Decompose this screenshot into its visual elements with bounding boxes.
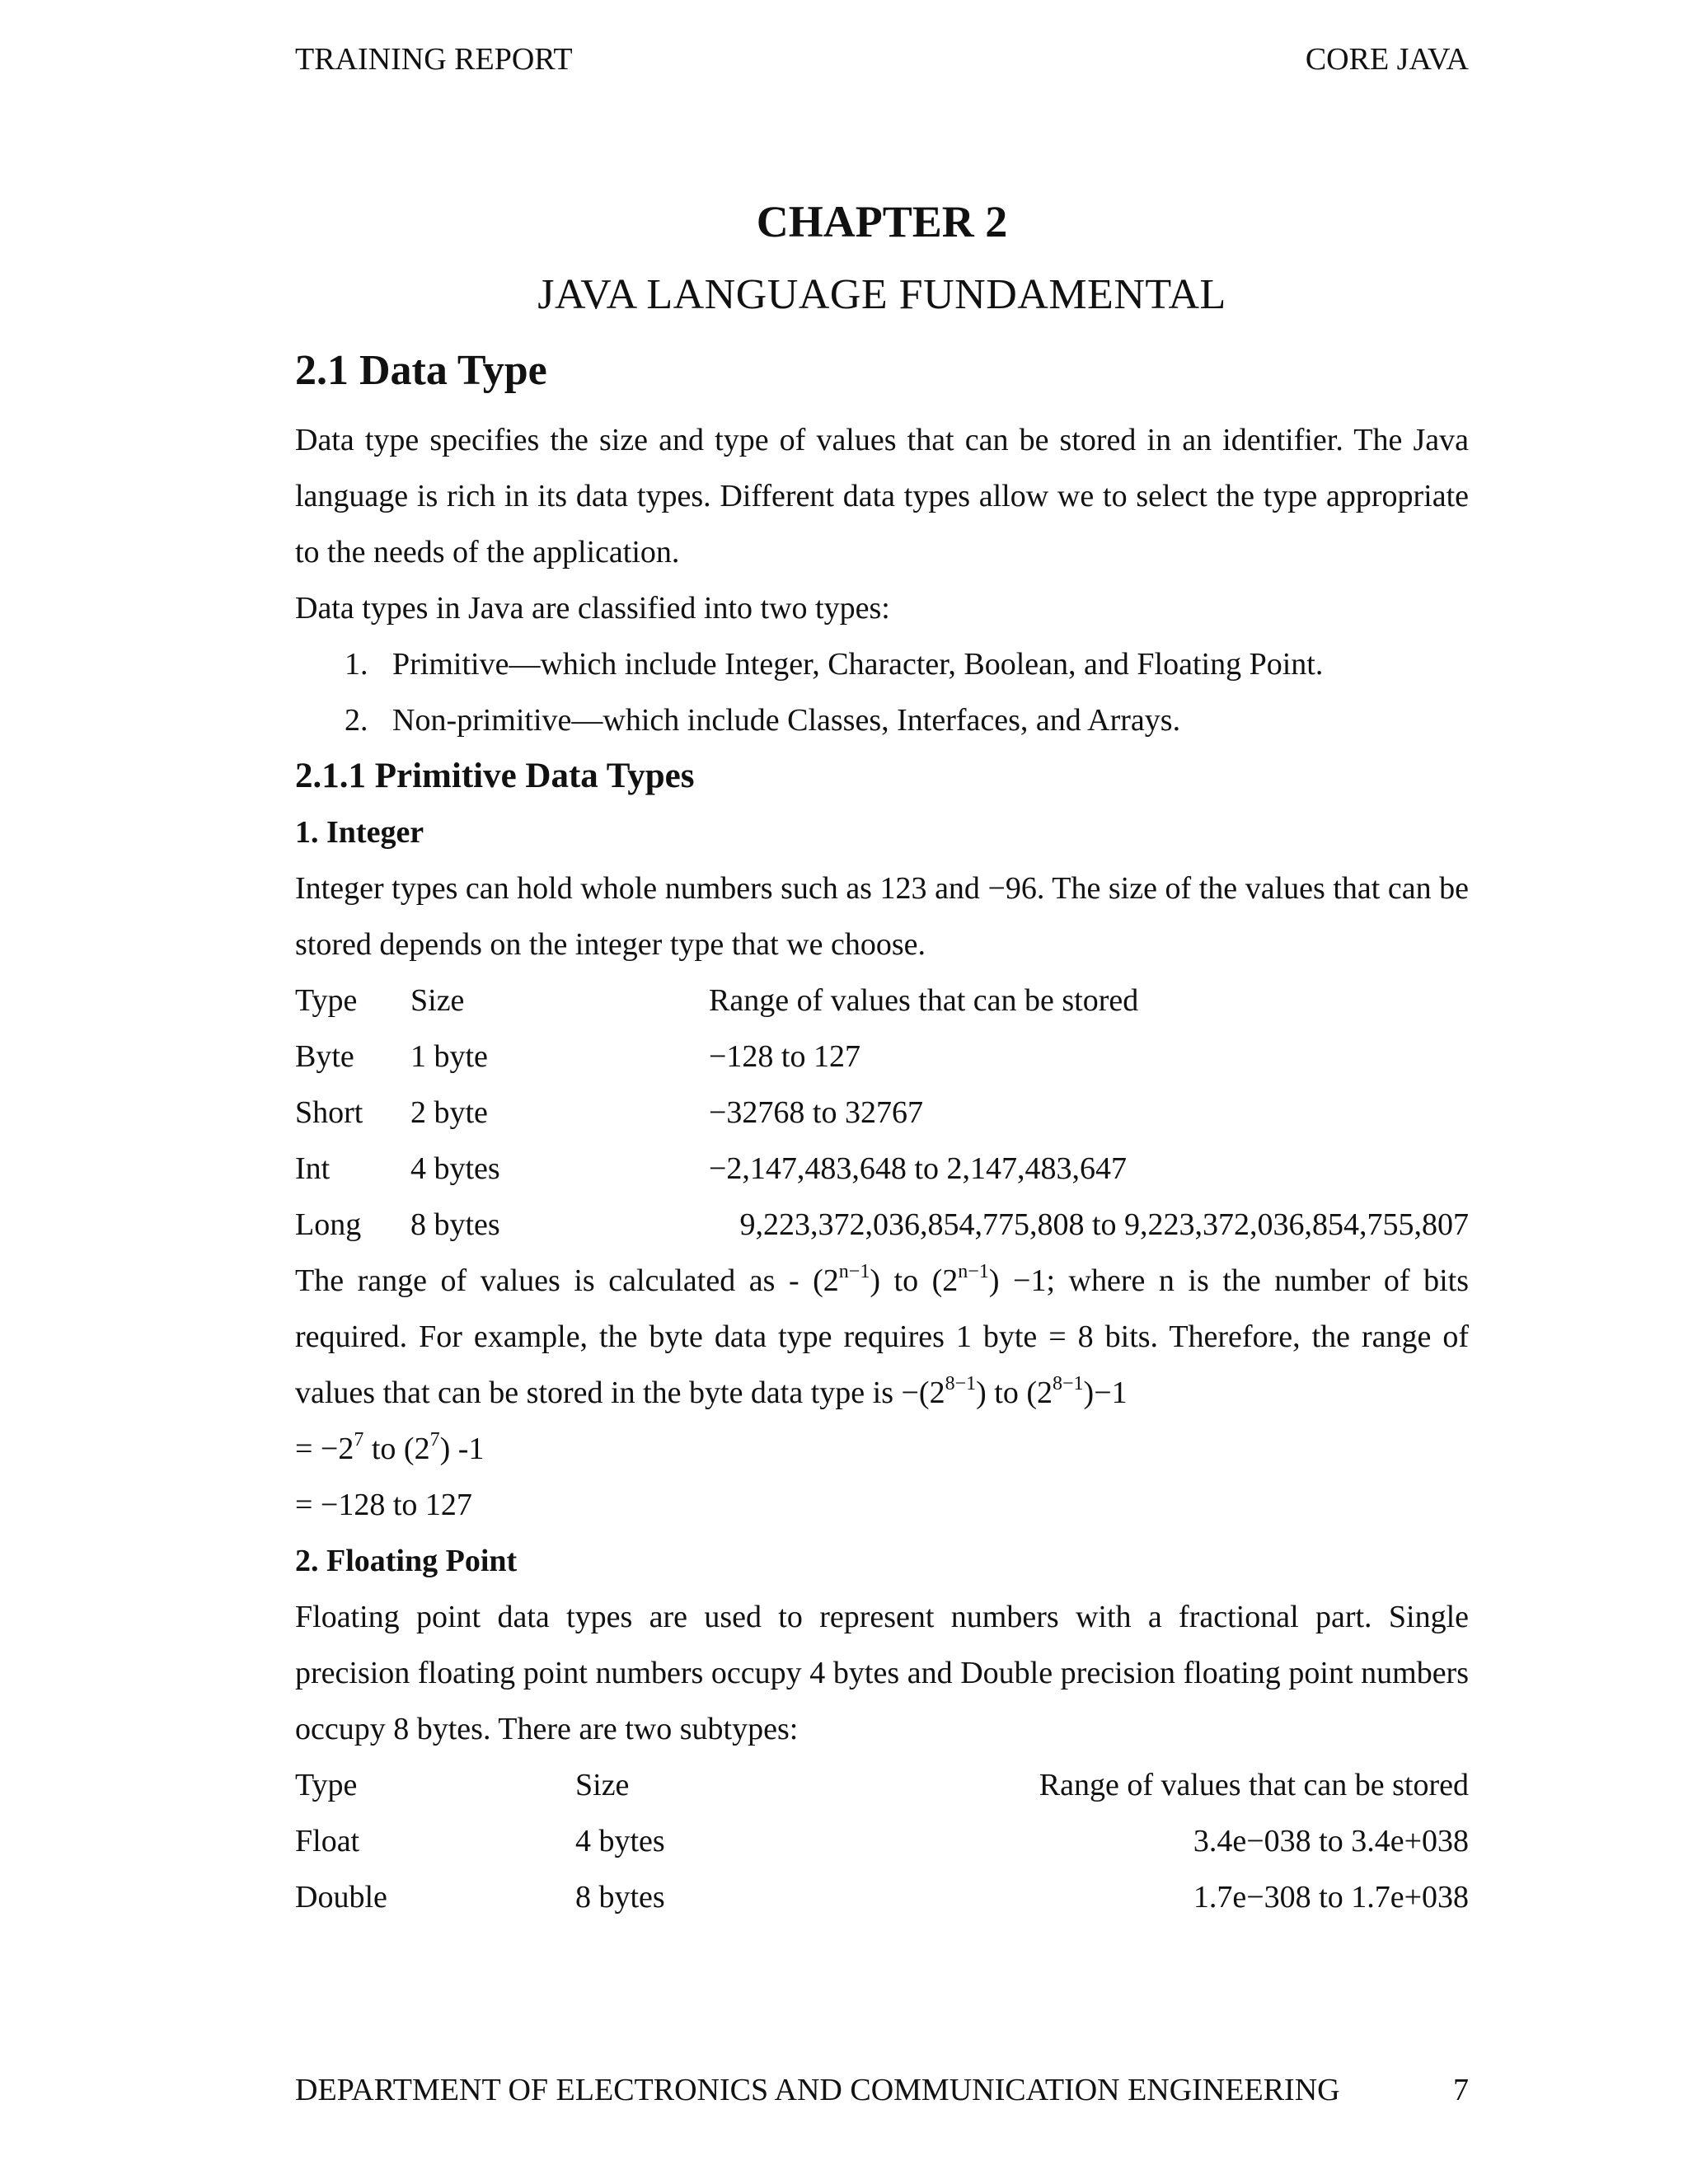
- table-cell: 2 byte: [410, 1095, 488, 1130]
- footer-department: DEPARTMENT OF ELECTRONICS AND COMMUNICATION ENGINEERING: [295, 2073, 1340, 2107]
- integer-paragraph: Integer types can hold whole numbers such as 123 and −96. The size of the values that can be stored depends on the integer type that we choose.: [295, 871, 1469, 962]
- table-cell: −2,147,483,648 to 2,147,483,647: [709, 1151, 1127, 1186]
- running-header-right: CORE JAVA: [1305, 42, 1469, 77]
- table-cell: Double: [295, 1880, 387, 1915]
- floating-point-heading: 2. Floating Point: [295, 1544, 518, 1578]
- table-cell: 1.7e−308 to 1.7e+038: [1193, 1880, 1469, 1915]
- table-row: [295, 1029, 1469, 1085]
- table-header-cell: Size: [575, 1768, 630, 1802]
- table-cell: Long: [295, 1207, 362, 1242]
- table-header-cell: Range of values that can be stored: [709, 983, 1139, 1018]
- table-row: [295, 1869, 1469, 1925]
- page-content: [295, 346, 1469, 1925]
- running-footer: [295, 2072, 1469, 2108]
- range-explanation: The range of values is calculated as - $(2^{n-1})$ to $(2^{n-1}) -1$; where n is the number of bits required. For example, the byte data type requires 1 byte = 8 bits. Therefore, the range of values that can be stored in the byte data type is $-(2^{8-1})$ to $(2^{8-1})-1$: [295, 1261, 1469, 1410]
- table-row: [295, 1197, 1469, 1253]
- table-header-cell: Size: [410, 983, 465, 1018]
- floating-types-table: [295, 1757, 1469, 1925]
- table-cell: Int: [295, 1151, 331, 1186]
- table-row: [295, 1085, 1469, 1141]
- table-header-cell: Type: [295, 983, 358, 1018]
- integer-heading: 1. Integer: [295, 815, 424, 850]
- table-row: [295, 1813, 1469, 1869]
- table-cell: 4 bytes: [410, 1151, 500, 1186]
- section-heading-2-1-1: 2.1.1 Primitive Data Types: [295, 757, 695, 795]
- list-item: 1. Primitive—which include Integer, Character, Boolean, and Floating Point.: [345, 647, 1324, 682]
- table-header-cell: Range of values that can be stored: [1039, 1768, 1469, 1802]
- table-cell: 4 bytes: [575, 1824, 665, 1858]
- integer-types-table: [295, 972, 1469, 1253]
- calculation-line-2: = −128 to 127: [295, 1488, 472, 1522]
- table-cell: 1 byte: [410, 1039, 488, 1074]
- table-cell: 9,223,372,036,854,775,808 to 9,223,372,036,854,755,807: [739, 1207, 1469, 1242]
- table-header-cell: Type: [295, 1768, 358, 1802]
- table-cell: 8 bytes: [410, 1207, 500, 1242]
- table-row: [295, 1141, 1469, 1197]
- chapter-title: JAVA LANGUAGE FUNDAMENTAL: [537, 271, 1226, 318]
- running-header-left: TRAINING REPORT: [295, 42, 573, 77]
- table-cell: −32768 to 32767: [709, 1095, 923, 1130]
- section-heading-2-1: 2.1 Data Type: [295, 347, 547, 394]
- list-item: 2. Non-primitive—which include Classes, Interfaces, and Arrays.: [345, 703, 1181, 738]
- table-header-row: [295, 972, 1469, 1029]
- table-cell: −128 to 127: [709, 1039, 860, 1074]
- table-cell: Float: [295, 1824, 360, 1858]
- floating-point-paragraph: Floating point data types are used to represent numbers with a fractional part. Single precision floating point numbers occupy 4 bytes and Double precision floating point numbers occupy 8 bytes. There are two subtypes:: [295, 1600, 1469, 1746]
- table-cell: Byte: [295, 1039, 354, 1074]
- classification-intro: Data types in Java are classified into two types:: [295, 591, 890, 626]
- table-cell: Short: [295, 1095, 363, 1130]
- calculation-line-1: = $-2^7$ to $(2^7)$ -1: [295, 1429, 485, 1466]
- table-cell: 3.4e−038 to 3.4e+038: [1193, 1824, 1469, 1858]
- page-number: 7: [1453, 2073, 1469, 2107]
- data-type-paragraph: Data type specifies the size and type of values that can be stored in an identifier. The Java language is rich in its data types. Different data types allow we to select the type appropriate to the needs of the application.: [295, 423, 1469, 569]
- data-type-list: [295, 636, 1469, 748]
- table-cell: 8 bytes: [575, 1880, 665, 1915]
- table-header-row: [295, 1757, 1469, 1813]
- chapter-number: CHAPTER 2: [756, 197, 1008, 246]
